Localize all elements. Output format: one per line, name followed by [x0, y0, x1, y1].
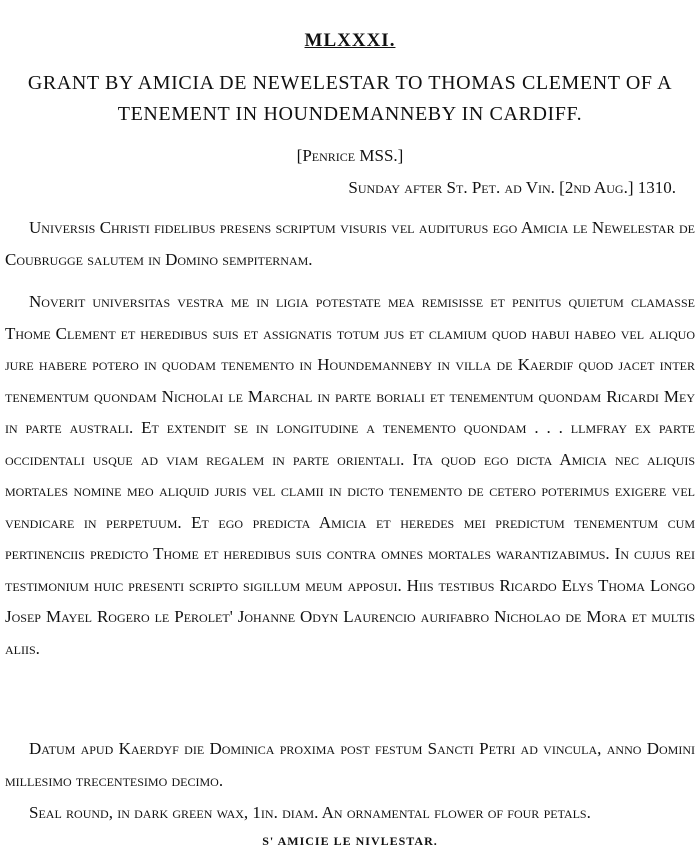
charter-number: MLXXXI. [304, 30, 396, 51]
seal-description: Seal round, in dark green wax, 1in. diam. An ornamental flower of four petals. [29, 803, 591, 822]
dating-paragraph: Datum apud Kaerdyf die Dominica proxima post festum Sancti Petri ad vincula, anno Domini millesimo trecentesimo decimo. [5, 739, 695, 790]
seal-legend: S' AMICIE LE NIVLESTAR. [262, 834, 438, 848]
charter-date: Sunday after St. Pet. ad Vin. [2nd Aug.] 1310. [348, 178, 676, 197]
manuscript-source: [Penrice MSS.] [296, 146, 404, 165]
grant-paragraph: Noverit universitas vestra me in ligia potestate mea remisisse et penitus quietum clamasse Thome Clement et heredibus suis et assignatis totum jus et clamium quod habui habeo vel aliquo jure habere potero in quodam tenemento in Houndemanneby in villa de Kaerdif quod jacet inter tenementum quondam Nicholai le Marchal in parte boriali et tenementum quondam Ricardi Mey in parte australi. Et extendit se in longitudine a tenemento quondam . . . llmfray ex parte occidentali usque ad viam regalem in parte orientali. Ita quod ego dicta Amicia nec aliquis mortales nomine meo aliquid juris vel clamii in dicto tenemento de cetero poterimus exigere vel vendicare in perpetuum. Et ego predicta Amicia et heredes mei predictum tenementum cum pertinenciis predicto Thome et heredibus suis contra omnes mortales warantizabimus. In cujus rei testimonium huic presenti scripto sigillum meum apposui. Hiis testibus Ricardo Elys Thoma Longo Josep Mayel Rogero le Perolet' Johanne Odyn Laurencio aurifabro Nicholao de Mora et multis aliis. [5, 292, 695, 658]
address-paragraph: Universis Christi fidelibus presens scriptum visuris vel auditurus ego Amicia le Newelestar de Coubrugge salutem in Domino sempiternam. [5, 218, 695, 269]
charter-title: GRANT BY AMICIA DE NEWELESTAR TO THOMAS CLEMENT OF A TENEMENT IN HOUNDEMANNEBY IN CARDIFF. [27, 72, 673, 125]
